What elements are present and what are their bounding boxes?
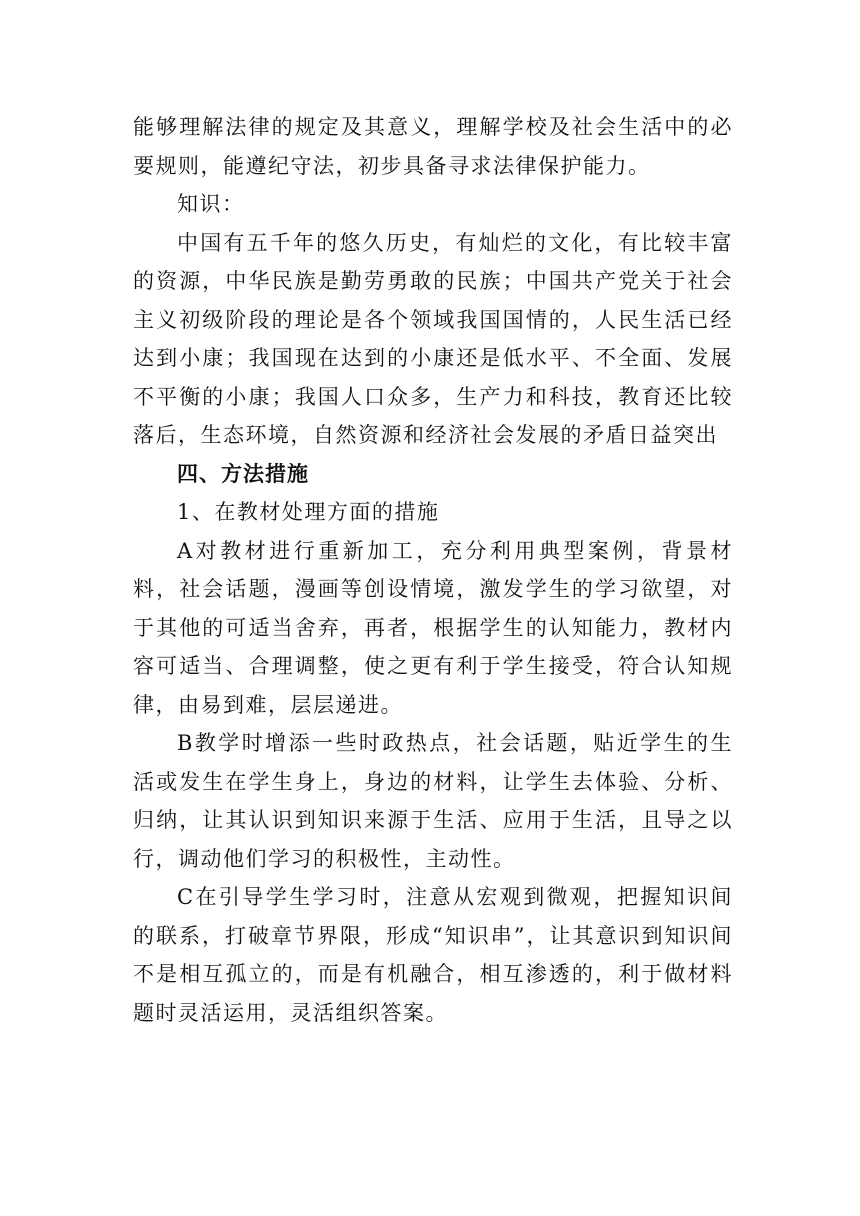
paragraph-law-ability: 能够理解法律的规定及其意义，理解学校及社会生活中的必要规则，能遵纪守法，初步具备寻求法律保护能力。 <box>133 115 733 178</box>
section-heading-methods: 四、方法措施 <box>177 461 309 486</box>
subheading-textbook-measures: 1、在教材处理方面的措施 <box>177 500 440 524</box>
paragraph-measure-a: A对教材进行重新加工，充分利用典型案例，背景材料，社会话题，漫画等创设情境，激发学生的学习欲望，对于其他的可适当舍弃，再者，根据学生的认知能力，教材内容可适当、合理调整，使之更有利于学生接受，符合认知规律，由易到难，层层递进。 <box>133 538 733 717</box>
paragraph-measure-c: C在引导学生学习时，注意从宏观到微观，把握知识间的联系，打破章节界限，形成“知识串”，让其意识到知识间不是相互孤立的，而是有机融合，相互渗透的，利于做材料题时灵活运用，灵活组织答案。 <box>133 885 733 1025</box>
knowledge-label: 知识： <box>177 192 245 216</box>
paragraph-measure-b: B教学时增添一些时政热点，社会话题，贴近学生的生活或发生在学生身上，身边的材料，让学生去体验、分析、归纳，让其认识到知识来源于生活、应用于生活，且导之以行，调动他们学习的积极性，主动性。 <box>133 731 733 871</box>
paragraph-national-conditions: 中国有五千年的悠久历史，有灿烂的文化，有比较丰富的资源，中华民族是勤劳勇敢的民族；中国共产党关于社会主义初级阶段的理论是各个领域我国国情的，人民生活已经达到小康；我国现在达到的小康还是低水平、不全面、发展不平衡的小康；我国人口众多，生产力和科技，教育还比较落后，生态环境，自然资源和经济社会发展的矛盾日益突出 <box>133 230 733 447</box>
document-page <box>133 108 733 1032</box>
